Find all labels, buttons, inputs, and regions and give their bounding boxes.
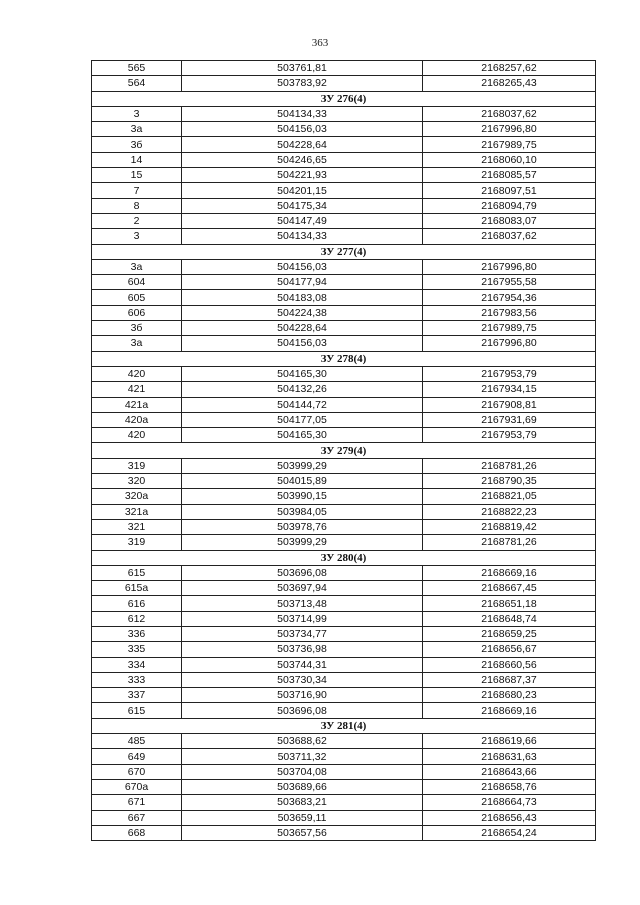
x-coordinate-cell: 504175,34	[182, 198, 423, 213]
table-row	[92, 489, 596, 504]
x-coordinate-cell: 504228,64	[182, 321, 423, 336]
x-coordinate-cell: 504177,05	[182, 412, 423, 427]
y-coordinate-cell: 2168654,24	[423, 825, 596, 840]
y-coordinate-cell: 2168619,66	[423, 734, 596, 749]
table-row	[92, 611, 596, 626]
y-coordinate-cell: 2168790,35	[423, 474, 596, 489]
x-coordinate-cell: 503978,76	[182, 519, 423, 534]
point-number-cell: 3а	[92, 122, 182, 137]
section-header-row	[92, 91, 596, 106]
point-number-cell: 3а	[92, 259, 182, 274]
y-coordinate-cell: 2168085,57	[423, 168, 596, 183]
point-number-cell: 671	[92, 795, 182, 810]
section-header-row	[92, 550, 596, 565]
point-number-cell: 649	[92, 749, 182, 764]
table-row	[92, 198, 596, 213]
y-coordinate-cell: 2167953,79	[423, 428, 596, 443]
y-coordinate-cell: 2168822,23	[423, 504, 596, 519]
point-number-cell: 3а	[92, 336, 182, 351]
y-coordinate-cell: 2168664,73	[423, 795, 596, 810]
table-row	[92, 259, 596, 274]
table-row	[92, 366, 596, 381]
point-number-cell: 3	[92, 229, 182, 244]
point-number-cell: 321а	[92, 504, 182, 519]
y-coordinate-cell: 2168060,10	[423, 152, 596, 167]
y-coordinate-cell: 2168037,62	[423, 106, 596, 121]
point-number-cell: 421а	[92, 397, 182, 412]
table-row	[92, 642, 596, 657]
y-coordinate-cell: 2168648,74	[423, 611, 596, 626]
y-coordinate-cell: 2168083,07	[423, 213, 596, 228]
x-coordinate-cell: 504132,26	[182, 382, 423, 397]
point-number-cell: 334	[92, 657, 182, 672]
section-header-row	[92, 351, 596, 366]
point-number-cell: 668	[92, 825, 182, 840]
table-row	[92, 672, 596, 687]
point-number-cell: 320	[92, 474, 182, 489]
x-coordinate-cell: 504183,08	[182, 290, 423, 305]
table-row	[92, 581, 596, 596]
y-coordinate-cell: 2167954,36	[423, 290, 596, 305]
x-coordinate-cell: 503984,05	[182, 504, 423, 519]
table-row	[92, 657, 596, 672]
section-title: ЗУ 281(4)	[92, 718, 596, 733]
x-coordinate-cell: 504134,33	[182, 229, 423, 244]
x-coordinate-cell: 503716,90	[182, 688, 423, 703]
x-coordinate-cell: 504165,30	[182, 428, 423, 443]
point-number-cell: 616	[92, 596, 182, 611]
table-row	[92, 106, 596, 121]
y-coordinate-cell: 2168819,42	[423, 519, 596, 534]
table-row	[92, 152, 596, 167]
table-row	[92, 213, 596, 228]
table-row	[92, 795, 596, 810]
table-row	[92, 626, 596, 641]
point-number-cell: 319	[92, 535, 182, 550]
point-number-cell: 485	[92, 734, 182, 749]
y-coordinate-cell: 2168667,45	[423, 581, 596, 596]
point-number-cell: 420	[92, 428, 182, 443]
x-coordinate-cell: 504156,03	[182, 336, 423, 351]
y-coordinate-cell: 2167996,80	[423, 122, 596, 137]
section-title: ЗУ 280(4)	[92, 550, 596, 565]
x-coordinate-cell: 503657,56	[182, 825, 423, 840]
point-number-cell: 615	[92, 565, 182, 580]
y-coordinate-cell: 2168659,25	[423, 626, 596, 641]
point-number-cell: 615а	[92, 581, 182, 596]
y-coordinate-cell: 2168656,43	[423, 810, 596, 825]
table-row	[92, 764, 596, 779]
y-coordinate-cell: 2167955,58	[423, 275, 596, 290]
x-coordinate-cell: 504224,38	[182, 305, 423, 320]
section-header-row	[92, 718, 596, 733]
x-coordinate-cell: 503697,94	[182, 581, 423, 596]
x-coordinate-cell: 504134,33	[182, 106, 423, 121]
y-coordinate-cell: 2167931,69	[423, 412, 596, 427]
table-row	[92, 382, 596, 397]
y-coordinate-cell: 2167983,56	[423, 305, 596, 320]
y-coordinate-cell: 2168781,26	[423, 535, 596, 550]
y-coordinate-cell: 2168097,51	[423, 183, 596, 198]
y-coordinate-cell: 2167989,75	[423, 321, 596, 336]
table-row	[92, 703, 596, 718]
y-coordinate-cell: 2168643,66	[423, 764, 596, 779]
y-coordinate-cell: 2168651,18	[423, 596, 596, 611]
y-coordinate-cell: 2168660,56	[423, 657, 596, 672]
point-number-cell: 670	[92, 764, 182, 779]
point-number-cell: 335	[92, 642, 182, 657]
point-number-cell: 2	[92, 213, 182, 228]
table-row	[92, 168, 596, 183]
x-coordinate-cell: 503734,77	[182, 626, 423, 641]
y-coordinate-cell: 2168687,37	[423, 672, 596, 687]
coordinates-table-body	[92, 61, 596, 841]
point-number-cell: 670а	[92, 779, 182, 794]
section-title: ЗУ 277(4)	[92, 244, 596, 259]
point-number-cell: 564	[92, 76, 182, 91]
y-coordinate-cell: 2168669,16	[423, 565, 596, 580]
section-title: ЗУ 279(4)	[92, 443, 596, 458]
table-row	[92, 779, 596, 794]
y-coordinate-cell: 2167996,80	[423, 259, 596, 274]
table-row	[92, 428, 596, 443]
table-row	[92, 688, 596, 703]
table-row	[92, 734, 596, 749]
x-coordinate-cell: 503990,15	[182, 489, 423, 504]
page-number: 363	[311, 37, 329, 49]
x-coordinate-cell: 504165,30	[182, 366, 423, 381]
x-coordinate-cell: 504246,65	[182, 152, 423, 167]
x-coordinate-cell: 504147,49	[182, 213, 423, 228]
point-number-cell: 3	[92, 106, 182, 121]
y-coordinate-cell: 2168265,43	[423, 76, 596, 91]
point-number-cell: 7	[92, 183, 182, 198]
point-number-cell: 3б	[92, 137, 182, 152]
x-coordinate-cell: 503744,31	[182, 657, 423, 672]
y-coordinate-cell: 2168669,16	[423, 703, 596, 718]
y-coordinate-cell: 2167934,15	[423, 382, 596, 397]
y-coordinate-cell: 2168821,05	[423, 489, 596, 504]
table-row	[92, 61, 596, 76]
y-coordinate-cell: 2168257,62	[423, 61, 596, 76]
x-coordinate-cell: 503683,21	[182, 795, 423, 810]
x-coordinate-cell: 503689,66	[182, 779, 423, 794]
point-number-cell: 615	[92, 703, 182, 718]
y-coordinate-cell: 2167996,80	[423, 336, 596, 351]
coordinates-table	[91, 60, 596, 841]
x-coordinate-cell: 503783,92	[182, 76, 423, 91]
point-number-cell: 606	[92, 305, 182, 320]
table-row	[92, 321, 596, 336]
x-coordinate-cell: 504156,03	[182, 259, 423, 274]
y-coordinate-cell: 2168781,26	[423, 458, 596, 473]
point-number-cell: 667	[92, 810, 182, 825]
section-title: ЗУ 276(4)	[92, 91, 596, 106]
x-coordinate-cell: 503999,29	[182, 535, 423, 550]
x-coordinate-cell: 503713,48	[182, 596, 423, 611]
table-row	[92, 458, 596, 473]
x-coordinate-cell: 504201,15	[182, 183, 423, 198]
point-number-cell: 605	[92, 290, 182, 305]
x-coordinate-cell: 504144,72	[182, 397, 423, 412]
table-row	[92, 183, 596, 198]
table-row	[92, 519, 596, 534]
x-coordinate-cell: 503659,11	[182, 810, 423, 825]
section-header-row	[92, 443, 596, 458]
point-number-cell: 321	[92, 519, 182, 534]
point-number-cell: 333	[92, 672, 182, 687]
point-number-cell: 612	[92, 611, 182, 626]
point-number-cell: 337	[92, 688, 182, 703]
section-header-row	[92, 244, 596, 259]
point-number-cell: 336	[92, 626, 182, 641]
x-coordinate-cell: 503704,08	[182, 764, 423, 779]
x-coordinate-cell: 504156,03	[182, 122, 423, 137]
table-row	[92, 290, 596, 305]
table-row	[92, 825, 596, 840]
x-coordinate-cell: 503999,29	[182, 458, 423, 473]
point-number-cell: 319	[92, 458, 182, 473]
x-coordinate-cell: 503714,99	[182, 611, 423, 626]
table-row	[92, 810, 596, 825]
x-coordinate-cell: 503711,32	[182, 749, 423, 764]
x-coordinate-cell: 504228,64	[182, 137, 423, 152]
table-row	[92, 535, 596, 550]
x-coordinate-cell: 504177,94	[182, 275, 423, 290]
y-coordinate-cell: 2168658,76	[423, 779, 596, 794]
point-number-cell: 420а	[92, 412, 182, 427]
section-title: ЗУ 278(4)	[92, 351, 596, 366]
y-coordinate-cell: 2167908,81	[423, 397, 596, 412]
point-number-cell: 320а	[92, 489, 182, 504]
table-row	[92, 504, 596, 519]
y-coordinate-cell: 2167953,79	[423, 366, 596, 381]
x-coordinate-cell: 503730,34	[182, 672, 423, 687]
x-coordinate-cell: 503696,08	[182, 703, 423, 718]
point-number-cell: 8	[92, 198, 182, 213]
point-number-cell: 15	[92, 168, 182, 183]
x-coordinate-cell: 503761,81	[182, 61, 423, 76]
y-coordinate-cell: 2168680,23	[423, 688, 596, 703]
table-row	[92, 565, 596, 580]
table-row	[92, 137, 596, 152]
point-number-cell: 14	[92, 152, 182, 167]
point-number-cell: 604	[92, 275, 182, 290]
y-coordinate-cell: 2168094,79	[423, 198, 596, 213]
point-number-cell: 565	[92, 61, 182, 76]
y-coordinate-cell: 2167989,75	[423, 137, 596, 152]
table-row	[92, 229, 596, 244]
x-coordinate-cell: 503696,08	[182, 565, 423, 580]
table-row	[92, 275, 596, 290]
table-row	[92, 596, 596, 611]
table-row	[92, 336, 596, 351]
point-number-cell: 420	[92, 366, 182, 381]
y-coordinate-cell: 2168631,63	[423, 749, 596, 764]
x-coordinate-cell: 504221,93	[182, 168, 423, 183]
y-coordinate-cell: 2168656,67	[423, 642, 596, 657]
x-coordinate-cell: 503736,98	[182, 642, 423, 657]
table-row	[92, 749, 596, 764]
x-coordinate-cell: 504015,89	[182, 474, 423, 489]
y-coordinate-cell: 2168037,62	[423, 229, 596, 244]
table-row	[92, 122, 596, 137]
table-row	[92, 412, 596, 427]
table-row	[92, 474, 596, 489]
table-row	[92, 397, 596, 412]
x-coordinate-cell: 503688,62	[182, 734, 423, 749]
point-number-cell: 3б	[92, 321, 182, 336]
table-row	[92, 305, 596, 320]
table-row	[92, 76, 596, 91]
point-number-cell: 421	[92, 382, 182, 397]
